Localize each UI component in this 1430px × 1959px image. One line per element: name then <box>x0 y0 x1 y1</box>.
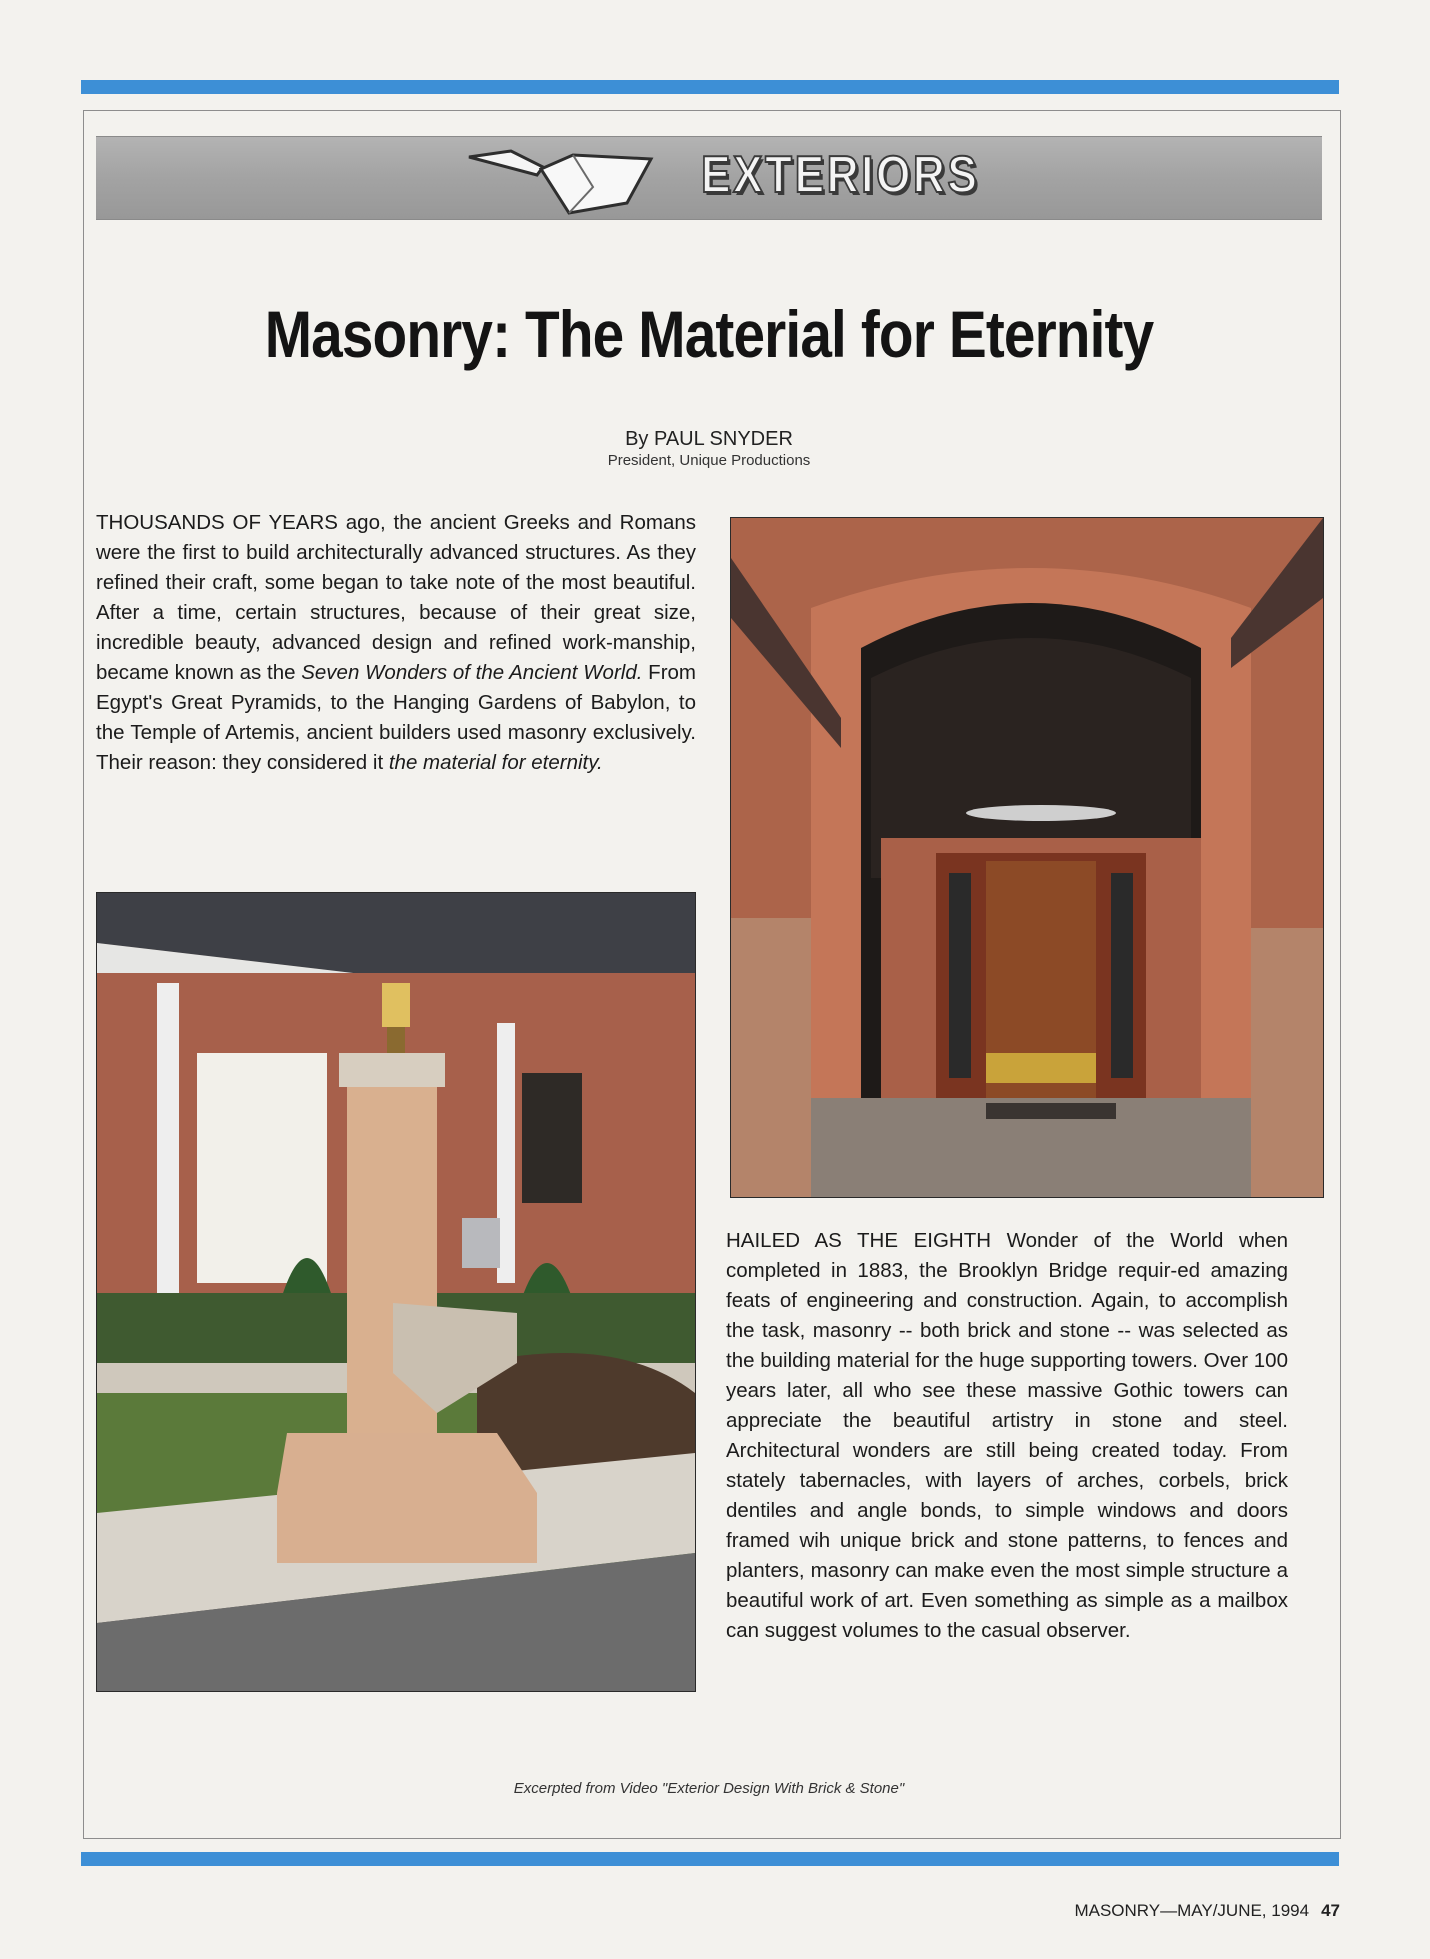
section-banner <box>96 136 1322 220</box>
video-credit-caption: Excerpted from Video "Exterior Design With Brick & Stone" <box>513 1780 905 1797</box>
publication-issue: MASONRY—MAY/JUNE, 1994 <box>1074 1901 1310 1920</box>
seven-wonders-phrase: Seven Wonders of the Ancient World. <box>301 661 643 684</box>
page-folio <box>900 1901 1340 1921</box>
byline-title: President, Unique Productions <box>607 452 811 469</box>
page-number: 47 <box>1321 1901 1340 1920</box>
byline: By PAUL SNYDER <box>625 428 793 450</box>
material-for-eternity-phrase: the material for eternity. <box>388 751 603 774</box>
brooklyn-lead: HAILED AS THE EIGHTH <box>726 1229 992 1252</box>
section-label: EXTERIORS <box>701 146 980 204</box>
article-headline: Masonry: The Material for Eternity <box>264 297 1154 371</box>
top-rule <box>81 80 1339 94</box>
intro-paragraph: THOUSANDS OF YEARS ago, the ancient Greeks and Romans were the first to build architecturally advanced structures. As they refined their craft, some began to take note of the most beautiful. After a time, certain structures, because of their great size, incredible beauty, advanced design and refined work-manship, became known as the Seven Wonders of the Ancient World. From Egypt's Great Pyramids, to the Hanging Gardens of Babylon, to the Temple of Artemis, ancient builders used masonry exclusively. Their reason: they considered it the material for eternity. <box>96 511 697 774</box>
arched-entry-photo <box>730 517 1324 1198</box>
intro-lead: THOUSANDS OF YEARS <box>96 511 338 534</box>
brooklyn-paragraph: HAILED AS THE EIGHTH Wonder of the World when completed in 1883, the Brooklyn Bridge requir-ed amazing feats of engineering and construction. Again, to accomplish the task, masonry -- both brick and stone -- was selected as the building material for the huge supporting towers. Over 100 years later, all who see these massive Gothic towers can appreciate the beautiful artistry in stone and steel. Architectural wonders are still being created today. From stately tabernacles, with layers of arches, corbels, brick dentiles and angle bonds, to simple windows and doors framed wih unique brick and stone patterns, to fences and planters, masonry can make even the most simple structure a beautiful work of art. Even something as simple as a mailbox can suggest volumes to the casual observer. <box>726 1229 1288 1642</box>
mailbox-pillar-photo <box>96 892 696 1692</box>
bottom-rule <box>81 1852 1339 1866</box>
